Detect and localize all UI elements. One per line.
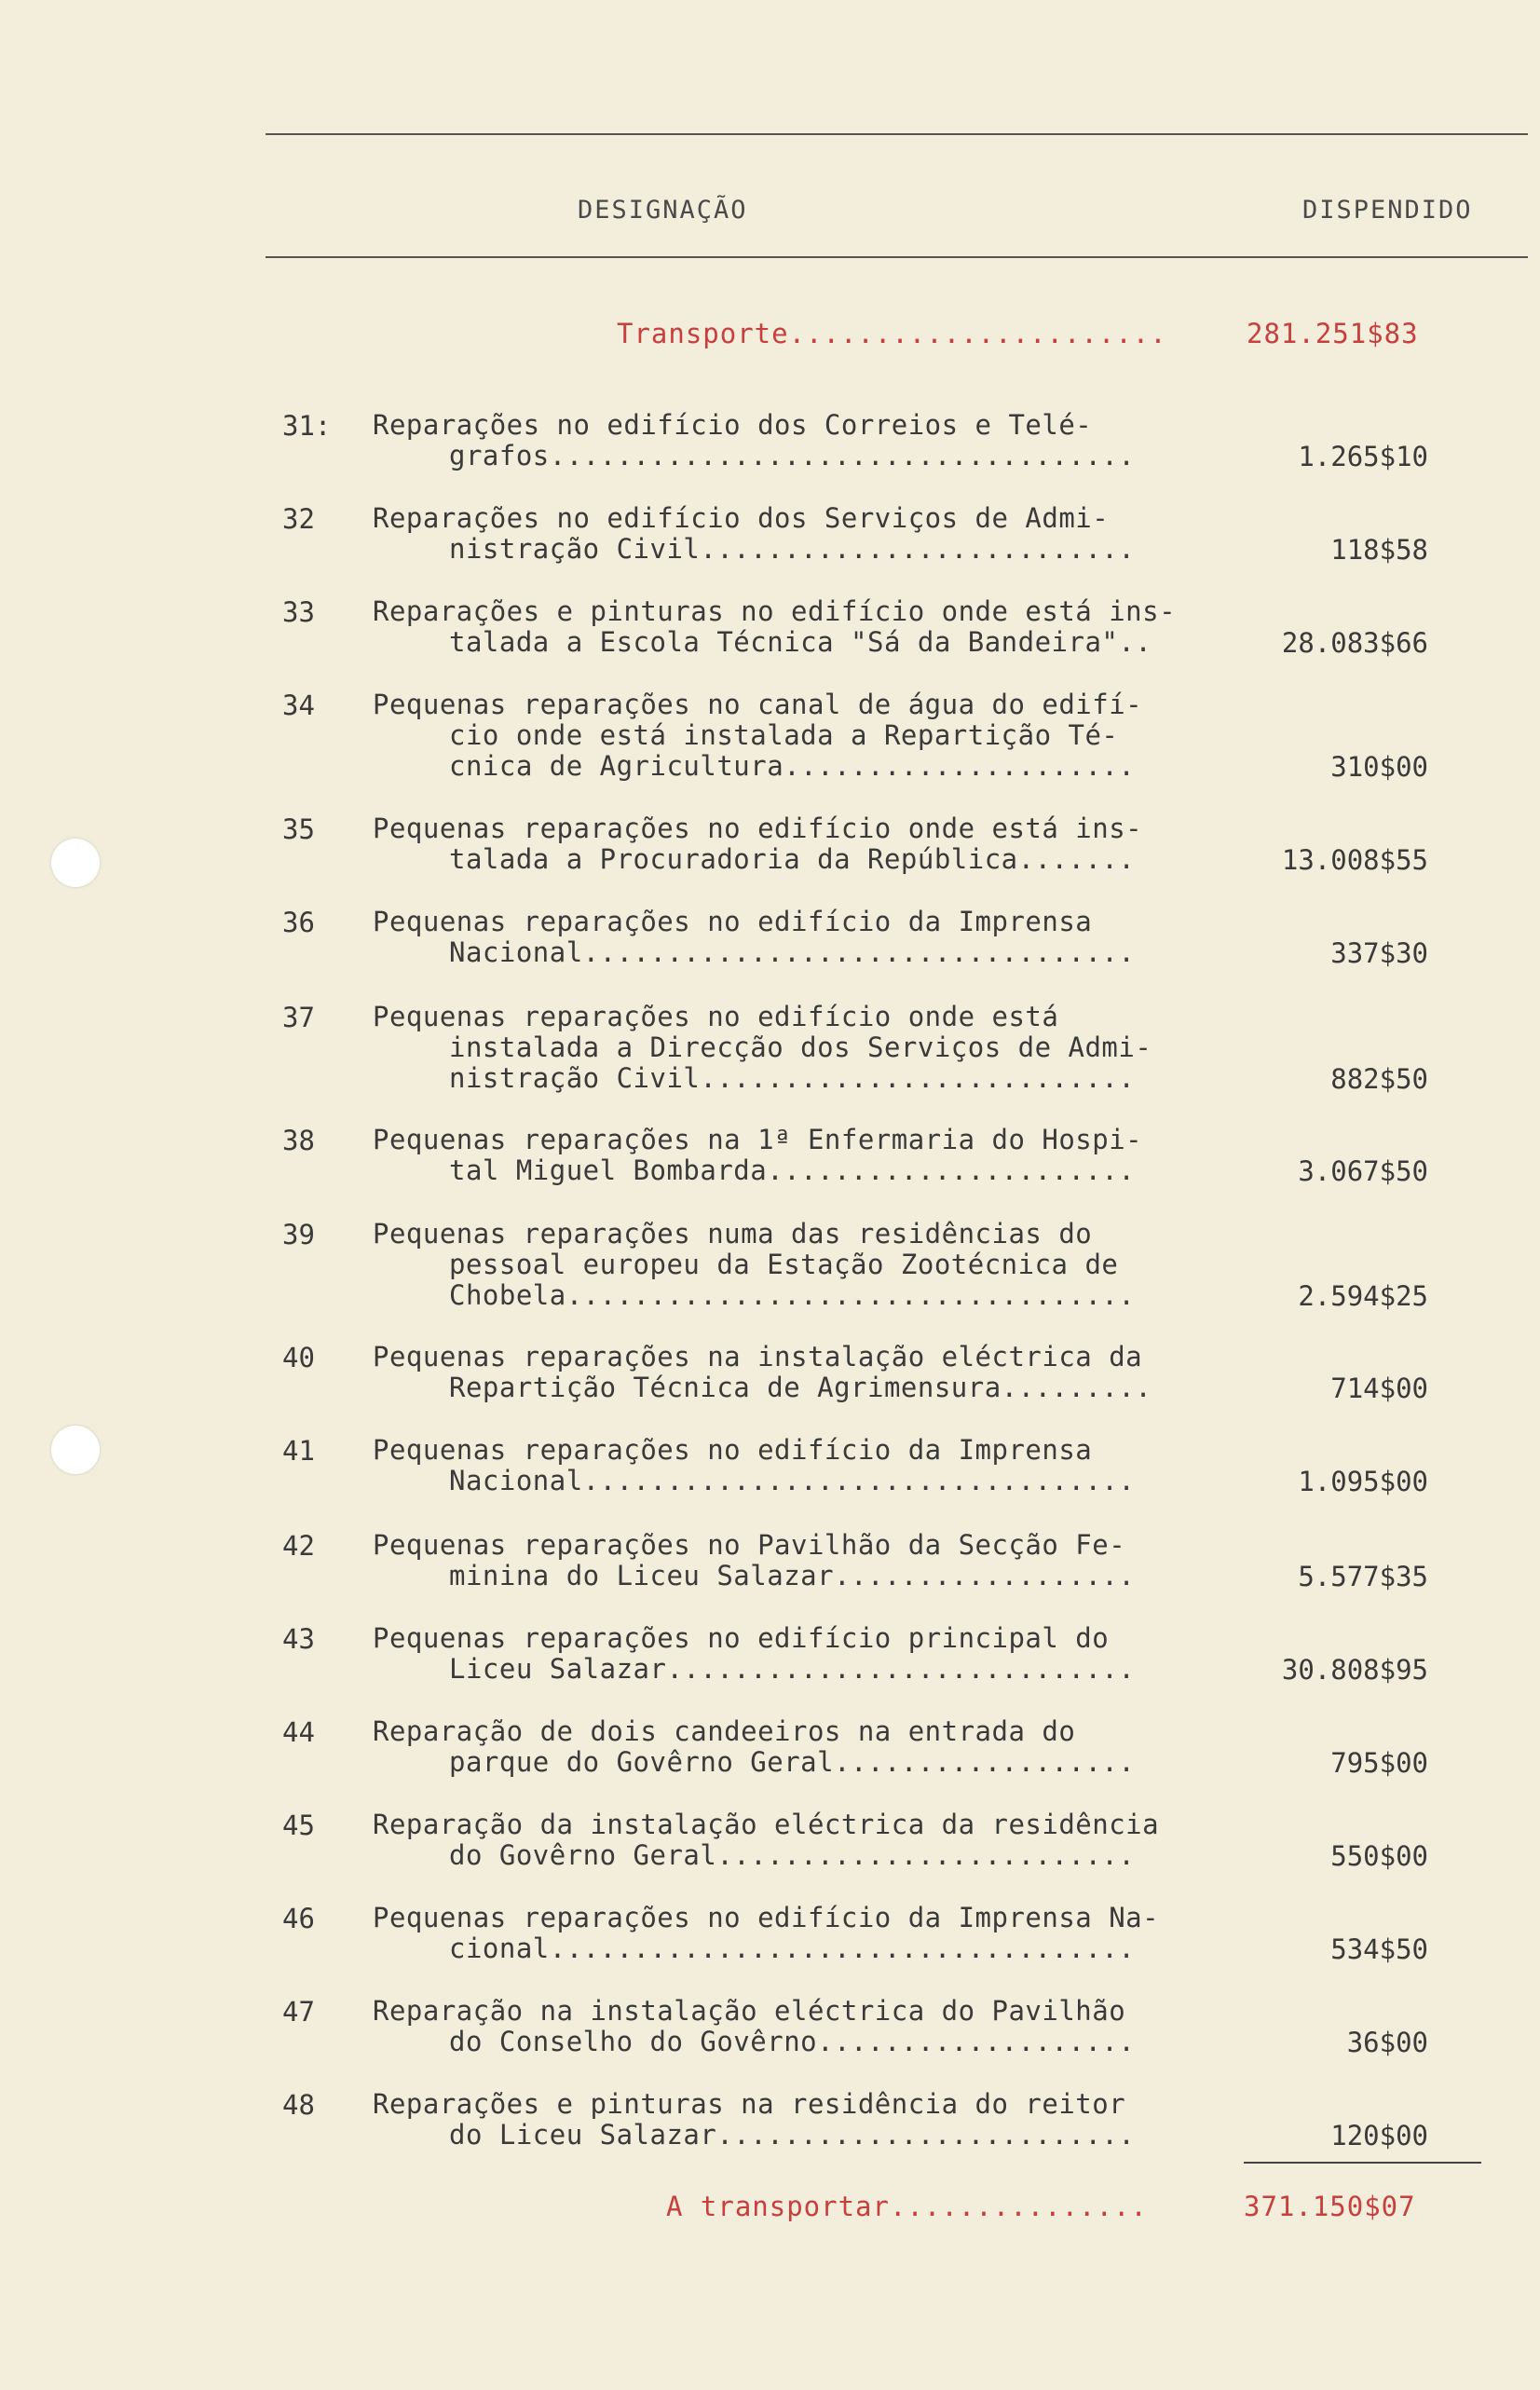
item-number: 39 — [282, 1219, 315, 1250]
item-amount: 30.808$95 — [1281, 1654, 1428, 1686]
item-description-line: cnica de Agricultura..................... — [449, 750, 1136, 782]
item-description-line: grafos................................... — [449, 440, 1136, 471]
item-description-line: Repartição Técnica de Agrimensura......... — [449, 1372, 1152, 1403]
item-amount: 118$58 — [1330, 534, 1428, 566]
item-description-line: parque do Govêrno Geral.................. — [449, 1746, 1136, 1778]
item-description — [373, 813, 1248, 875]
item-description-line: Reparação da instalação eléctrica da residência — [373, 1809, 1160, 1840]
item-amount: 534$50 — [1330, 1933, 1428, 1965]
item-number: 37 — [282, 1002, 315, 1033]
item-amount: 1.265$10 — [1298, 441, 1428, 472]
item-description — [373, 1530, 1248, 1591]
item-amount: 36$00 — [1346, 2027, 1428, 2058]
item-number: 46 — [282, 1903, 315, 1934]
item-description-line: Liceu Salazar............................ — [449, 1653, 1136, 1685]
item-amount: 3.067$50 — [1298, 1155, 1428, 1187]
item-amount: 310$00 — [1330, 751, 1428, 783]
item-description — [373, 503, 1248, 565]
item-amount: 337$30 — [1330, 937, 1428, 969]
item-number: 42 — [282, 1530, 315, 1562]
item-description-line: cional................................... — [449, 1932, 1136, 1964]
item-description-line: talada a Procuradoria da República....... — [449, 843, 1136, 875]
item-description — [373, 1342, 1248, 1403]
item-amount: 1.095$00 — [1298, 1466, 1428, 1497]
item-description-line: nistração Civil.......................... — [449, 533, 1136, 565]
transport-out-label: A transportar............... — [666, 2191, 1148, 2222]
item-amount: 550$00 — [1330, 1840, 1428, 1872]
top-rule — [266, 133, 1528, 135]
item-description-line: Pequenas reparações no canal de água do edifí- — [373, 689, 1143, 720]
item-description-line: Chobela.................................. — [449, 1279, 1136, 1311]
transport-in-value: 281.251$83 — [1247, 318, 1419, 349]
item-description-line: Reparações e pinturas na residência do reitor — [373, 2088, 1126, 2120]
transport-out-value: 371.150$07 — [1244, 2191, 1416, 2222]
item-description-line: do Conselho do Govêrno................... — [449, 2026, 1136, 2057]
item-number: 41 — [282, 1435, 315, 1467]
item-amount: 882$50 — [1330, 1063, 1428, 1095]
item-description — [373, 596, 1248, 658]
item-description-line: do Liceu Salazar......................... — [449, 2119, 1136, 2151]
item-amount: 714$00 — [1330, 1373, 1428, 1404]
item-description-line: Nacional................................. — [449, 1465, 1136, 1496]
transport-in-label: Transporte...................... — [617, 318, 1167, 349]
item-number: 40 — [282, 1342, 315, 1373]
item-description — [373, 1996, 1248, 2057]
item-description-line: Pequenas reparações no edifício onde está — [373, 1001, 1059, 1032]
item-description — [373, 1903, 1248, 1964]
item-description-line: Pequenas reparações na 1ª Enfermaria do Hospi- — [373, 1124, 1143, 1155]
item-description — [373, 1002, 1248, 1094]
item-number: 31: — [282, 410, 332, 442]
item-description-line: pessoal europeu da Estação Zootécnica de — [449, 1249, 1119, 1280]
item-description-line: do Govêrno Geral......................... — [449, 1839, 1136, 1871]
item-amount: 13.008$55 — [1281, 844, 1428, 876]
item-description-line: Pequenas reparações numa das residências do — [373, 1218, 1093, 1250]
item-description-line: Pequenas reparações no edifício da Imprensa — [373, 1434, 1093, 1466]
item-number: 44 — [282, 1716, 315, 1748]
item-amount: 28.083$66 — [1281, 627, 1428, 659]
item-description — [373, 1125, 1248, 1186]
item-description-line: Pequenas reparações no Pavilhão da Secção Fe- — [373, 1529, 1126, 1561]
item-number: 38 — [282, 1125, 315, 1156]
item-description-line: Pequenas reparações no edifício principal do — [373, 1622, 1110, 1654]
item-number: 47 — [282, 1996, 315, 2028]
item-description-line: Pequenas reparações na instalação eléctrica da — [373, 1341, 1143, 1373]
item-description-line: Reparações no edifício dos Correios e Telé- — [373, 409, 1093, 441]
item-description — [373, 410, 1248, 471]
item-description-line: instalada a Direcção dos Serviços de Admi- — [449, 1031, 1152, 1063]
item-description-line: Reparações no edifício dos Serviços de Admi- — [373, 502, 1110, 534]
item-description-line: tal Miguel Bombarda...................... — [449, 1154, 1136, 1186]
item-amount: 120$00 — [1330, 2120, 1428, 2151]
item-description-line: Reparação na instalação eléctrica do Pavilhão — [373, 1995, 1126, 2027]
item-description — [373, 690, 1248, 782]
item-description — [373, 2089, 1248, 2151]
designation-header: DESIGNAÇÃO — [578, 196, 748, 225]
item-number: 36 — [282, 907, 315, 938]
item-description — [373, 907, 1248, 968]
item-description-line: talada a Escola Técnica "Sá da Bandeira".. — [449, 626, 1152, 658]
item-description-line: Pequenas reparações no edifício da Imprensa — [373, 906, 1093, 937]
header-rule — [266, 256, 1528, 258]
item-description-line: Reparações e pinturas no edifício onde está ins- — [373, 595, 1177, 627]
item-number: 43 — [282, 1623, 315, 1655]
item-description — [373, 1219, 1248, 1311]
item-description-line: Pequenas reparações no edifício onde está ins- — [373, 813, 1143, 844]
sum-underline — [1244, 2162, 1481, 2164]
item-number: 33 — [282, 596, 315, 628]
item-amount: 795$00 — [1330, 1747, 1428, 1779]
item-description — [373, 1435, 1248, 1496]
item-amount: 5.577$35 — [1298, 1561, 1428, 1592]
item-description — [373, 1716, 1248, 1778]
punch-hole — [51, 1426, 100, 1474]
item-description — [373, 1623, 1248, 1685]
item-description — [373, 1810, 1248, 1871]
item-amount: 2.594$25 — [1298, 1280, 1428, 1312]
item-description-line: Pequenas reparações no edifício da Imprensa Na- — [373, 1902, 1160, 1933]
expense-header: DISPENDIDO — [1302, 196, 1473, 225]
item-description-line: cio onde está instalada a Repartição Té- — [449, 719, 1119, 751]
item-number: 35 — [282, 813, 315, 845]
punch-hole — [51, 839, 100, 887]
item-description-line: Nacional................................. — [449, 936, 1136, 968]
item-number: 32 — [282, 503, 315, 535]
item-description-line: nistração Civil.......................... — [449, 1062, 1136, 1094]
item-number: 48 — [282, 2089, 315, 2121]
item-number: 45 — [282, 1810, 315, 1841]
item-number: 34 — [282, 690, 315, 721]
item-description-line: Reparação de dois candeeiros na entrada do — [373, 1715, 1076, 1747]
item-description-line: minina do Liceu Salazar.................. — [449, 1560, 1136, 1591]
